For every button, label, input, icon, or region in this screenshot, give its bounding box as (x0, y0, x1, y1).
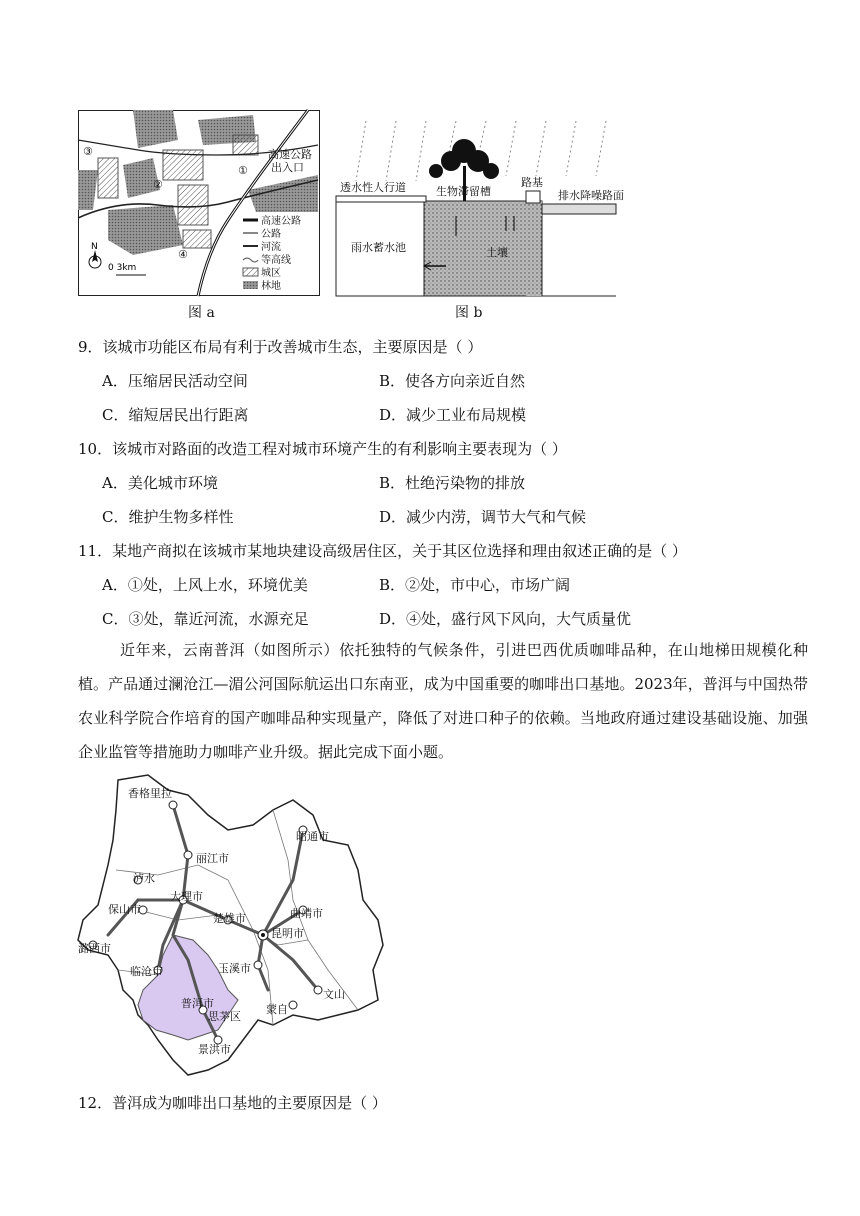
passage-text: 近年来，云南普洱（如图所示）依托独特的气候条件，引进巴西优质咖啡品种，在山地梯田规模化种植。产品通过澜沧江—湄公河国际航运出口东南亚，成为中国重要的咖啡出口基地。2023年，普洱与中国热带农业科学院合作培育的国产咖啡品种实现量产，降低了对进口种子的依赖。当地政府通过建设基础设施、加强企业监管等措施助力咖啡产业升级。据此完成下面小题。 (78, 641, 808, 761)
city-mengzi: 蒙自 (266, 1003, 288, 1016)
q11-option-d: D．④处，盛行风下风向，大气质量优 (379, 610, 632, 628)
q9-option-d: D．减少工业布局规模 (379, 406, 527, 424)
zone-1-label: ① (238, 164, 248, 177)
city-xianggelila: 香格里拉 (128, 787, 172, 800)
drain-pavement-label: 排水降噪路面 (558, 189, 624, 202)
q9-option-a: A．压缩居民活动空间 (102, 372, 248, 390)
q9-option-b: B．使各方向亲近自然 (379, 372, 526, 390)
legend-river: 河流 (261, 242, 281, 253)
city-puer: 普洱市 (181, 997, 214, 1010)
pool-label: 雨水蓄水池 (351, 241, 406, 254)
q10-option-c: C．维护生物多样性 (102, 508, 234, 526)
roadbed-label: 路基 (521, 176, 543, 189)
urban-area (233, 135, 258, 155)
city-kunming: 昆明市 (271, 927, 304, 940)
city-zhaotong: 昭通市 (296, 830, 329, 843)
city-lincang: 临沧市 (130, 965, 163, 978)
city-baoshan: 保山市 (108, 903, 141, 916)
urban-area (98, 158, 118, 198)
city-jinghong: 景洪市 (198, 1043, 231, 1056)
legend-urban: 城区 (261, 268, 281, 279)
city-dali: 大理市 (170, 890, 203, 903)
q10-option-b: B．杜绝污染物的排放 (379, 474, 526, 492)
svg-text:N: N (91, 242, 98, 252)
city-lushui: 泸水 (133, 872, 155, 885)
q9-option-c: C．缩短居民出行距离 (102, 406, 249, 424)
capital-marker (261, 933, 265, 937)
q11-option-b: B．②处，市中心，市场广阔 (379, 576, 571, 594)
yunnan-map (78, 770, 390, 1082)
q10-option-a: A．美化城市环境 (102, 474, 218, 492)
q9-stem: 9．该城市功能区布局有利于改善城市生态，主要原因是（ ） (78, 338, 483, 356)
q10-stem: 10．该城市对路面的改造工程对城市环境产生的有利影响主要表现为（ ） (78, 440, 567, 458)
q11-option-c: C．③处，靠近河流，水源充足 (102, 610, 309, 628)
legend-forest: 林地 (261, 281, 281, 292)
city-chuxiong: 楚雄市 (213, 912, 246, 925)
city-qujing: 曲靖市 (290, 907, 323, 920)
city-simao: 思茅区 (208, 1010, 241, 1023)
city-wenshan: 文山 (323, 988, 345, 1001)
figure-b-caption: 图 b (455, 305, 483, 321)
entrance-label-2: 出入口 (271, 161, 304, 174)
scale-label: 0 3km (108, 263, 137, 273)
legend-road: 公路 (261, 229, 281, 240)
soil-label: 土壤 (486, 246, 508, 259)
zone-2-label: ② (153, 178, 163, 191)
legend-highway: 高速公路 (261, 216, 301, 227)
bio-retention-label: 生物滞留槽 (436, 185, 491, 198)
figure-a-map (78, 110, 320, 296)
zone-3-label: ③ (83, 145, 93, 158)
q12-stem: 12．普洱成为咖啡出口基地的主要原因是（ ） (78, 1094, 387, 1112)
city-yuxi: 玉溪市 (218, 962, 251, 975)
figure-a-caption: 图 a (188, 305, 215, 321)
q11-stem: 11．某地产商拟在该城市某地块建设高级居住区，关于其区位选择和理由叙述正确的是（ ） (78, 542, 687, 560)
zone-4-label: ④ (178, 248, 188, 261)
q11-option-a: A．①处，上风上水，环境优美 (102, 576, 308, 594)
city-lijiang: 丽江市 (196, 852, 229, 865)
q10-option-d: D．减少内涝，调节大气和气候 (379, 508, 587, 526)
city-luxi: 潞西市 (78, 942, 111, 955)
entrance-label-1: 高速公路 (268, 148, 312, 161)
sidewalk-label: 透水性人行道 (340, 181, 406, 194)
province-outline (78, 775, 383, 1075)
legend-contour: 等高线 (261, 255, 291, 266)
figure-b-diagram (336, 116, 624, 298)
urban-area (178, 185, 208, 225)
urban-area (183, 230, 211, 248)
